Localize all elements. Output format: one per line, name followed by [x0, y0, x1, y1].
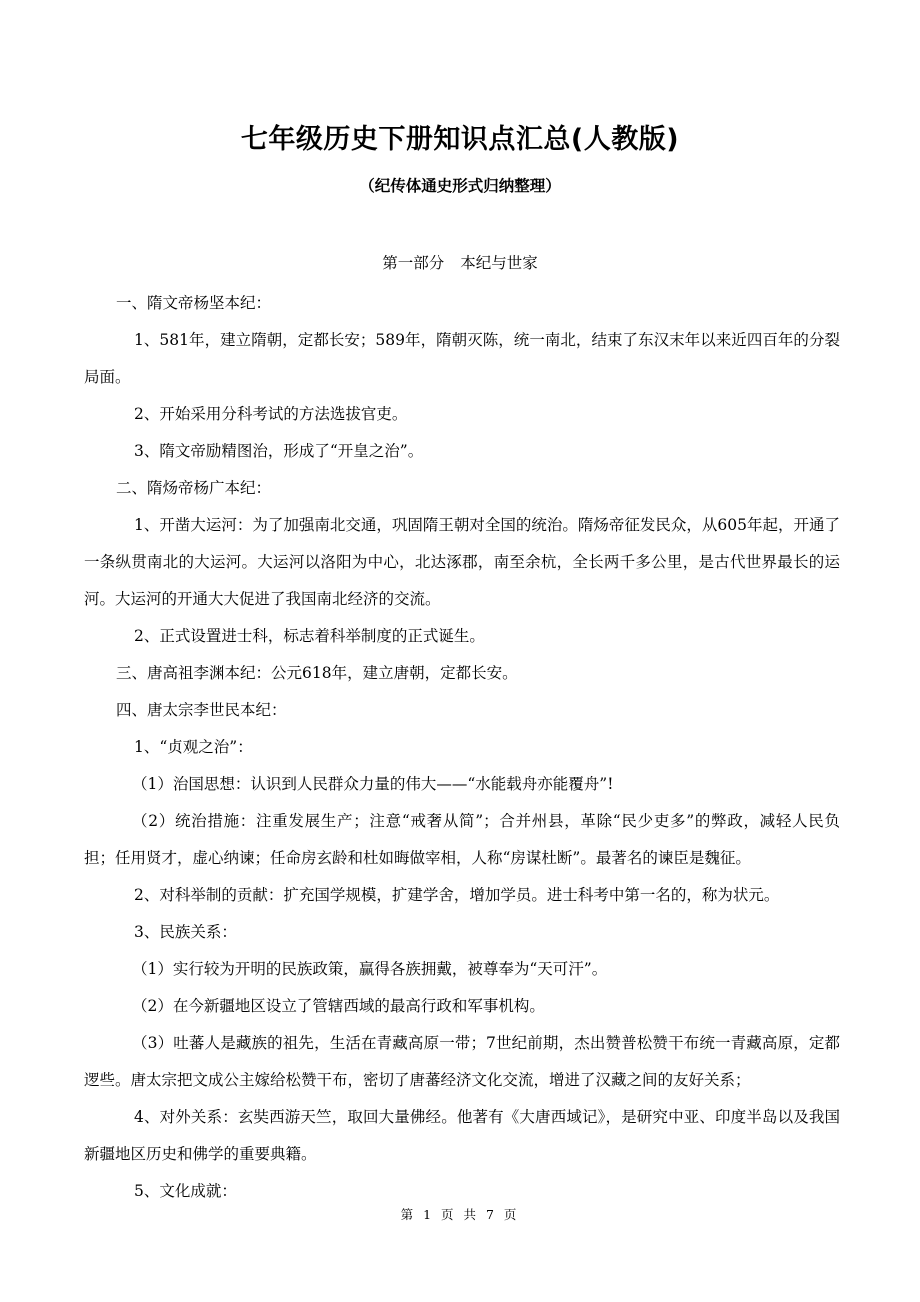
- part-heading: [0, 251, 920, 275]
- paragraph: 1、581年，建立隋朝，定都长安；589年，隋朝灭陈，统一南北，结束了东汉末年以来近四百年的分裂局面。: [84, 331, 840, 386]
- paragraph: 1、“贞观之治”：: [134, 738, 253, 756]
- paragraph: （3）吐蕃人是藏族的祖先，生活在青藏高原一带；7世纪前期，杰出赞普松赞干布统一青藏高原，定都逻些。唐太宗把文成公主嫁给松赞干布，密切了唐蕃经济文化交流，增进了汉藏之间的友好关系；: [84, 1034, 840, 1089]
- heading-tang-gaozu: 三、唐高祖李渊本纪：公元618年，建立唐朝，定都长安。: [116, 664, 518, 682]
- paragraph: 2、开始采用分科考试的方法选拔官吏。: [134, 405, 408, 423]
- document-subtitle: （纪传体通史形式归纳整理）: [359, 177, 561, 195]
- paragraph: 2、正式设置进士科，标志着科举制度的正式诞生。: [134, 627, 485, 645]
- paragraph: （1）治国思想：认识到人民群众力量的伟大——“水能载舟亦能覆舟”!: [132, 775, 614, 793]
- heading-tang-taizong: 四、唐太宗李世民本纪：: [116, 701, 287, 719]
- page-footer: 第 1 页 共 7 页: [400, 1207, 520, 1222]
- heading-sui-yangdi: 二、隋炀帝杨广本纪：: [116, 479, 272, 497]
- paragraph: （1）实行较为开明的民族政策，赢得各族拥戴，被尊奉为“天可汗”。: [132, 960, 608, 978]
- document-body: [84, 285, 840, 1210]
- paragraph: 2、对科举制的贡献：扩充国学规模，扩建学舍，增加学员。进士科考中第一名的，称为状元。: [134, 886, 780, 904]
- paragraph: 5、文化成就：: [134, 1182, 237, 1200]
- part-number: 第一部分: [382, 254, 445, 272]
- heading-sui-wendi: 一、隋文帝杨坚本纪：: [116, 294, 272, 312]
- paragraph: 4、对外关系：玄奘西游天竺，取回大量佛经。他著有《大唐西域记》，是研究中亚、印度半岛以及我国新疆地区历史和佛学的重要典籍。: [84, 1108, 840, 1163]
- paragraph: （2）在今新疆地区设立了管辖西域的最高行政和军事机构。: [132, 997, 545, 1015]
- paragraph: （2）统治措施：注重发展生产；注意“戒奢从简”；合并州县，革除“民少吏多”的弊政，减轻人民负担；任用贤才，虚心纳谏；任命房玄龄和杜如晦做宰相，人称“房谋杜断”。最著名的谏臣是魏征。: [84, 812, 840, 867]
- paragraph: 3、隋文帝励精图治，形成了“开皇之治”。: [134, 442, 424, 460]
- part-name: 本纪与世家: [460, 254, 538, 272]
- paragraph: 1、开凿大运河：为了加强南北交通，巩固隋王朝对全国的统治。隋炀帝征发民众，从605年起，开通了一条纵贯南北的大运河。大运河以洛阳为中心，北达涿郡，南至余杭，全长两千多公里，是古代世界最长的运河。大运河的开通大大促进了我国南北经济的交流。: [84, 516, 840, 608]
- document-title: 七年级历史下册知识点汇总(人教版): [240, 124, 680, 155]
- paragraph: 3、民族关系：: [134, 923, 237, 941]
